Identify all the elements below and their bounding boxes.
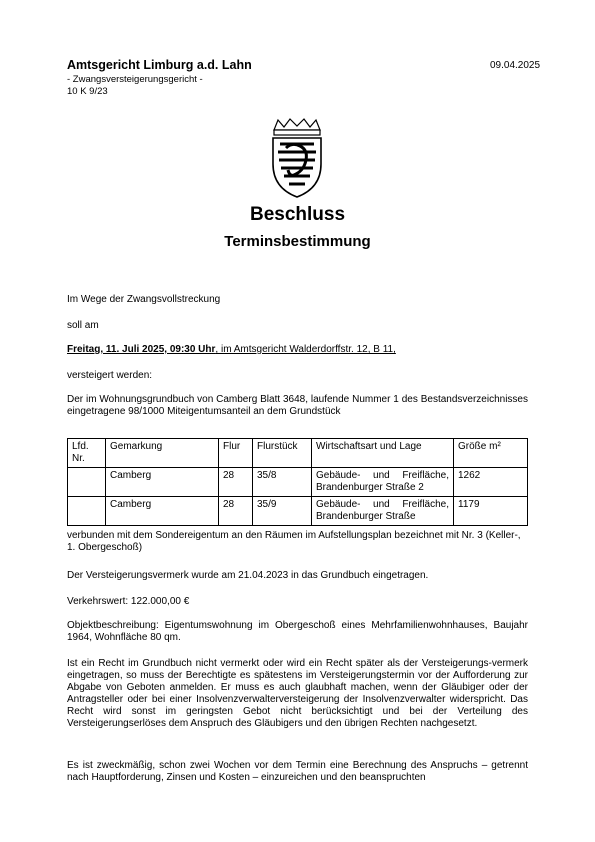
- table-cell: 28: [219, 468, 253, 497]
- table-cell: Gebäude- und Freifläche, Brandenburger Straße: [312, 497, 454, 526]
- table-header-row: [68, 439, 528, 468]
- versteigert-text: versteigert werden:: [67, 370, 153, 381]
- appointment-line: [67, 344, 528, 356]
- table-cell: 35/8: [253, 468, 312, 497]
- table-cell: [68, 468, 106, 497]
- page-subtitle: Terminsbestimmung: [224, 233, 371, 250]
- page-title: Beschluss: [249, 204, 346, 225]
- table-cell: Gebäude- und Freifläche, Brandenburger Straße 2: [312, 468, 454, 497]
- table-cell: Camberg: [106, 468, 219, 497]
- sondereigentum-text: verbunden mit dem Sondereigentum an den Räumen im Aufstellungsplan bezeichnet mit Nr. 3 (Keller-, 1. Obergeschoß): [67, 530, 521, 553]
- court-name: Amtsgericht Limburg a.d. Lahn: [67, 58, 252, 72]
- table-cell: 35/9: [253, 497, 312, 526]
- table-cell: 28: [219, 497, 253, 526]
- vermerk-text: Der Versteigerungsvermerk wurde am 21.04.2023 in das Grundbuch eingetragen.: [67, 570, 429, 581]
- column-header: Wirtschaftsart und Lage: [312, 439, 454, 468]
- hessen-coat-of-arms-icon: [266, 118, 328, 198]
- appointment-datetime: Freitag, 11. Juli 2025, 09:30 Uhr: [67, 344, 216, 355]
- column-header: Lfd. Nr.: [68, 439, 106, 468]
- table-row: [68, 497, 528, 526]
- object-intro-text: Der im Wohnungsgrundbuch von Camberg Blatt 3648, laufende Nummer 1 des Bestandsverzeichnisses eingetragene 98/1000 Miteigentumsanteil an dem Grundstück: [67, 394, 528, 417]
- court-department: - Zwangsversteigerungsgericht -: [67, 74, 203, 85]
- zweckmaessig-text: Es ist zweckmäßig, schon zwei Wochen vor dem Termin eine Berechnung des Anspruchs – getrennt nach Hauptforderung, Zinsen und Kosten – einzureichen und den beanspruchten: [67, 760, 528, 783]
- soll-am-text: soll am: [67, 320, 99, 331]
- case-number: 10 K 9/23: [67, 86, 108, 97]
- table-cell: Camberg: [106, 497, 219, 526]
- appointment-location: , im Amtsgericht Walderdorffstr. 12, B 11,: [215, 344, 396, 355]
- intro-text: Im Wege der Zwangsvollstreckung: [67, 294, 221, 305]
- table-row: [68, 468, 528, 497]
- property-table: [67, 438, 528, 526]
- column-header: Flur: [219, 439, 253, 468]
- document-date: 09.04.2025: [490, 60, 541, 71]
- verkehrswert-text: Verkehrswert: 122.000,00 €: [67, 596, 190, 607]
- column-header: Größe m²: [454, 439, 528, 468]
- column-header: Gemarkung: [106, 439, 219, 468]
- table-cell: [68, 497, 106, 526]
- rechte-hinweis-text: Ist ein Recht im Grundbuch nicht vermerkt oder wird ein Recht später als der Versteigerungs-vermerk eingetragen, so muss der Berechtigte es spätestens im Versteigerungstermin vor der Aufforderung zur Abgabe von Geboten anmelden. Er muss es auch glaubhaft machen, wenn der Gläubiger oder der Antragsteller oder bei einer Insolvenzverwalterversteigerung der Insolvenzverwalter widerspricht. Das Recht wird sonst im geringsten Gebot nicht berücksichtigt und bei der Verteilung des Versteigerungserlöses dem Anspruch des Gläubigers und den übrigen Rechten nachgesetzt.: [67, 658, 528, 729]
- table-cell: 1179: [454, 497, 528, 526]
- column-header: Flurstück: [253, 439, 312, 468]
- objektbeschreibung-text: Objektbeschreibung: Eigentumswohnung im Obergeschoß eines Mehrfamilienwohnhauses, Baujahr 1964, Wohnfläche 80 qm.: [67, 620, 528, 643]
- table-cell: 1262: [454, 468, 528, 497]
